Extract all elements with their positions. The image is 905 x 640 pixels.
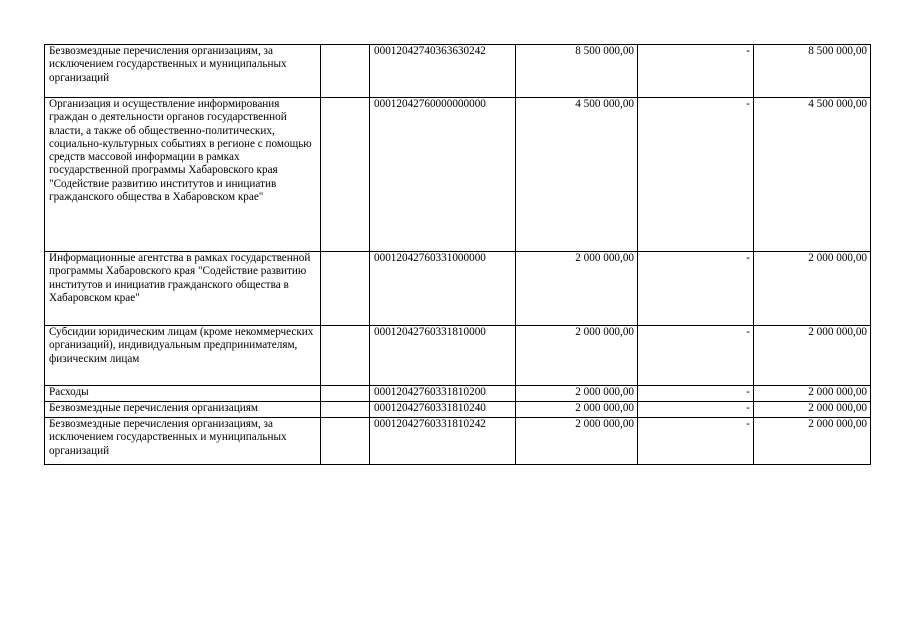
row-remaining-amount: 8 500 000,00 <box>754 45 871 98</box>
row-budget-code: 00012042760331810200 <box>370 386 516 402</box>
row-planned-amount: 2 000 000,00 <box>516 418 638 465</box>
table-row <box>45 252 871 326</box>
table-row <box>45 386 871 402</box>
row-name: Субсидии юридическим лицам (кроме некоммерческих организаций), индивидуальным предпринимателям, физическим лицам <box>45 326 321 386</box>
row-remaining-amount: 2 000 000,00 <box>754 402 871 418</box>
row-executed-amount: - <box>638 98 754 252</box>
table-row <box>45 45 871 98</box>
row-budget-code: 00012042760331000000 <box>370 252 516 326</box>
row-name: Безвозмездные перечисления организациям, за исключением государственных и муниципальных организаций <box>45 418 321 465</box>
row-budget-code: 00012042760331810240 <box>370 402 516 418</box>
row-budget-code: 00012042760000000000 <box>370 98 516 252</box>
row-planned-amount: 2 000 000,00 <box>516 386 638 402</box>
row-code-line <box>321 252 370 326</box>
row-code-line <box>321 402 370 418</box>
row-code-line <box>321 326 370 386</box>
row-budget-code: 00012042760331810242 <box>370 418 516 465</box>
row-name: Безвозмездные перечисления организациям <box>45 402 321 418</box>
row-name: Расходы <box>45 386 321 402</box>
budget-execution-table <box>44 44 871 465</box>
row-planned-amount: 2 000 000,00 <box>516 326 638 386</box>
row-executed-amount: - <box>638 386 754 402</box>
row-budget-code: 00012042740363630242 <box>370 45 516 98</box>
row-planned-amount: 2 000 000,00 <box>516 252 638 326</box>
row-remaining-amount: 2 000 000,00 <box>754 326 871 386</box>
table-body <box>45 45 871 465</box>
row-remaining-amount: 2 000 000,00 <box>754 418 871 465</box>
row-executed-amount: - <box>638 45 754 98</box>
table-row <box>45 326 871 386</box>
table-row <box>45 402 871 418</box>
row-name: Информационные агентства в рамках государственной программы Хабаровского края "Содействие развитию институтов и инициатив гражданского общества в Хабаровском крае" <box>45 252 321 326</box>
row-budget-code: 00012042760331810000 <box>370 326 516 386</box>
row-name: Организация и осуществление информирования граждан о деятельности органов государственной власти, а также об общественно-политических, социально-культурных событиях в регионе с помощью средств массовой информации в рамках государственной программы Хабаровского края "Содействие развитию институтов и инициатив гражданского общества в Хабаровском крае" <box>45 98 321 252</box>
row-name: Безвозмездные перечисления организациям, за исключением государственных и муниципальных организаций <box>45 45 321 98</box>
row-executed-amount: - <box>638 418 754 465</box>
row-executed-amount: - <box>638 402 754 418</box>
row-planned-amount: 4 500 000,00 <box>516 98 638 252</box>
table-row <box>45 98 871 252</box>
row-code-line <box>321 45 370 98</box>
row-remaining-amount: 2 000 000,00 <box>754 386 871 402</box>
row-code-line <box>321 418 370 465</box>
table-row <box>45 418 871 465</box>
row-executed-amount: - <box>638 252 754 326</box>
row-planned-amount: 2 000 000,00 <box>516 402 638 418</box>
row-planned-amount: 8 500 000,00 <box>516 45 638 98</box>
row-code-line <box>321 386 370 402</box>
row-remaining-amount: 2 000 000,00 <box>754 252 871 326</box>
row-code-line <box>321 98 370 252</box>
row-remaining-amount: 4 500 000,00 <box>754 98 871 252</box>
row-executed-amount: - <box>638 326 754 386</box>
